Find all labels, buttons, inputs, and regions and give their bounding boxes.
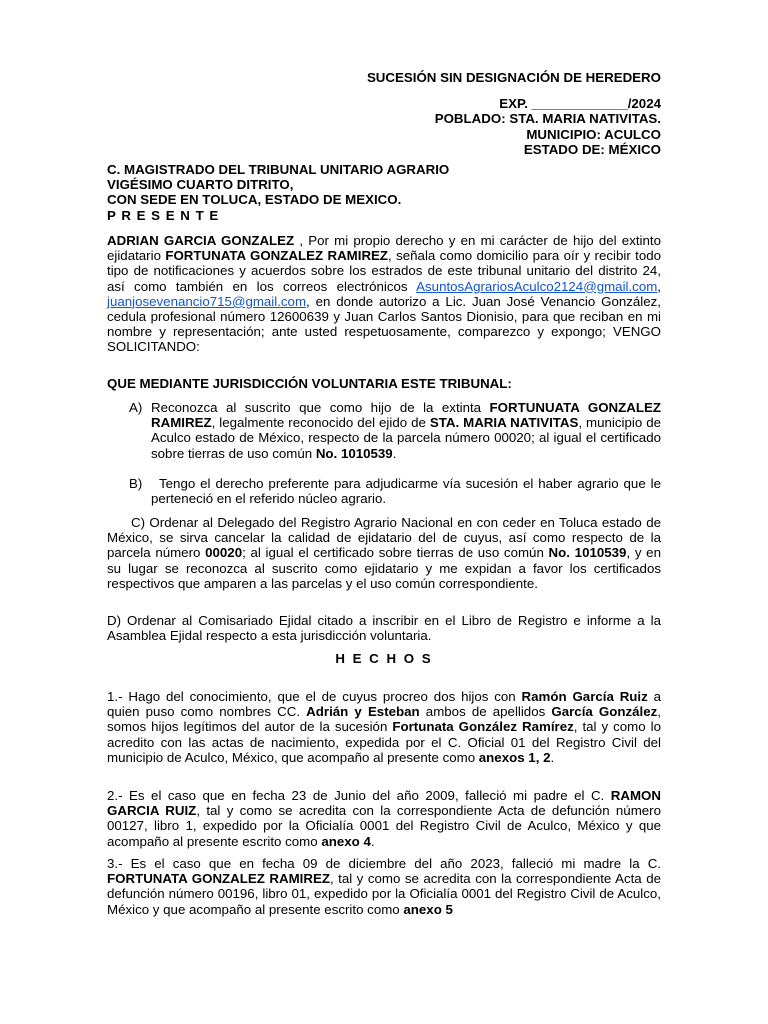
item-a-text-2: , legalmente reconocido del ejido de — [211, 415, 430, 431]
para-c-text-3: , y en su lugar se reconozca al suscrito como ejidatario y me expidan a favor los certificados respectivos que amparen a las parcelas y el uso común correspondiente. — [107, 545, 661, 591]
para-c-certificate: No. 1010539 — [548, 545, 627, 561]
list-marker-a: A) — [129, 400, 143, 415]
hecho2-annex: anexo 4 — [321, 833, 371, 849]
para-c-parcela: 00020 — [205, 545, 243, 561]
list-item-a-text — [151, 400, 661, 461]
addressee-line-2: VIGÉSIMO CUARTO DITRITO, — [107, 177, 294, 193]
item-a-certificate: No. 1010539 — [315, 445, 393, 461]
paragraph-d: D) Ordenar al Comisariado Ejidal citado a inscribir en el Libro de Registro e informe a la Asamblea Ejidal respecto a esta jurisdicción voluntaria. — [107, 613, 661, 644]
list-item-b-text: Tengo el derecho preferente para adjudicarme vía sucesión el haber agrario que le perteneció en el referido núcleo agrario. — [151, 476, 661, 507]
document-title: SUCESIÓN SIN DESIGNACIÓN DE HEREDERO — [366, 70, 661, 85]
hecho2-text-2: , tal y como se acredita con la correspondiente Acta de defunción número 00127, libro 1, expedido por la Oficialía 0001 del Registro Civil de Aculco, México y que acompaño al presente escrito como — [107, 803, 661, 849]
paragraph-c — [107, 515, 661, 591]
para-c-text-1: C) Ordenar al Delegado del Registro Agrario Nacional en con ceder en Toluca estado de México, se sirva cancelar la calidad de ejidatario del de cuyus, así como respecto de la parcela número — [107, 515, 661, 561]
hecho1-text-5: , tal y como lo acredito con las actas de nacimiento, expedida por el C. Oficial 01 del Registro Civil del municipio de Aculco, México, que acompaño al presente como — [107, 719, 661, 765]
hecho1-text-4: , somos hijos legítimos del autor de la sucesión — [107, 704, 661, 735]
hechos-heading: H E C H O S — [335, 651, 433, 666]
poblado-line: POBLADO: STA. MARIA NATIVITAS. — [434, 111, 661, 127]
intro-text-1: , Por mi propio derecho y en mi carácter de hijo del extinto ejidatario — [107, 233, 661, 264]
intro-text-2: , señala como domicilio para oír y recibir todo tipo de notificaciones y acuerdos sobre los estrados de este tribunal unitario del distrito 24, así como también en los correos electrónicos — [107, 248, 662, 294]
estado-line: ESTADO DE: MÉXICO — [523, 141, 661, 157]
item-a-text-1: Reconozca al suscrito que como hijo de la extinta — [151, 400, 490, 415]
item-a-ejido: STA. MARIA NATIVITAS — [429, 415, 579, 431]
hecho1-children-names: Adrián y Esteban — [306, 704, 420, 720]
petitioner-name: ADRIAN GARCIA GONZALEZ — [107, 233, 295, 248]
email-link-2[interactable]: juanjosevenancio715@gmail.com — [107, 293, 307, 309]
intro-text-3: , en donde autorizo a Lic. Juan José Venancio González, cedula profesional número 12600639 y Juan Carlos Santos Dionisio, para que reciban en mi nombre y representación; ante usted respetuosamente, comparezco y expongo; VENGO SOLICITANDO: — [107, 293, 661, 355]
hecho1-text-3: ambos de apellidos — [419, 704, 552, 720]
email-link-1[interactable]: AsuntosAgrariosAculco2124@gmail.com — [416, 278, 658, 294]
deceased-name: FORTUNATA GONZALEZ RAMIREZ — [165, 248, 389, 264]
hecho1-annexes: anexos 1, 2 — [478, 749, 551, 765]
list-item-b — [129, 476, 661, 506]
hecho2-father-name: RAMON GARCIA RUIZ — [107, 788, 661, 819]
para-c-text-2: ; al igual el certificado sobre tierras de uso común — [242, 545, 549, 561]
hecho1-text-1: 1.- Hago del conocimiento, que el de cuyus procreo dos hijos con — [107, 689, 522, 704]
item-a-text-4: . — [392, 445, 397, 461]
hecho1-surnames: García González — [551, 704, 658, 720]
hecho-3-paragraph — [107, 856, 661, 917]
hecho2-text-1: 2.- Es el caso que en fecha 23 de Junio del año 2009, falleció mi padre el C. — [107, 788, 611, 803]
addressee-line-3: CON SEDE EN TOLUCA, ESTADO DE MEXICO. — [107, 192, 402, 208]
item-a-name: FORTUNUATA GONZALEZ RAMIREZ — [151, 400, 661, 431]
intro-paragraph — [107, 233, 661, 355]
request-heading: QUE MEDIANTE JURISDICCIÓN VOLUNTARIA ESTE TRIBUNAL: — [107, 376, 512, 391]
addressee-block — [107, 162, 661, 223]
hecho3-text-2: , tal y como se acredita con la correspondiente Acta de defunción número 00196, libro 01, expedido por la Oficialía 0001 del Registro Civil de Aculco, México y que acompaño al presente escrito como — [107, 871, 661, 917]
hecho1-mother-name: Fortunata González Ramírez — [392, 719, 574, 735]
hecho1-text-6: . — [550, 749, 555, 765]
hecho2-text-3: . — [370, 833, 375, 849]
hecho-1-paragraph — [107, 689, 661, 765]
expediente-line: EXP. _____________/2024 — [499, 96, 661, 112]
municipio-line: MUNICIPIO: ACULCO — [526, 126, 661, 142]
addressee-line-1: C. MAGISTRADO DEL TRIBUNAL UNITARIO AGRARIO — [107, 162, 450, 177]
hecho1-father-name: Ramón García Ruiz — [521, 689, 648, 704]
hecho-2-paragraph — [107, 788, 661, 849]
hecho1-text-2: a quien puso como nombres CC. — [107, 689, 662, 720]
hecho3-mother-name: FORTUNATA GONZALEZ RAMIREZ — [107, 871, 330, 887]
list-marker-b: B) — [129, 476, 143, 491]
hecho3-annex: anexo 5 — [403, 901, 453, 917]
item-a-text-3: , municipio de Aculco estado de México, respecto de la parcela número 00020; al igual el certificado sobre tierras de uso común — [151, 415, 661, 461]
presente-line: P R E S E N T E — [107, 207, 220, 223]
document-header — [107, 70, 661, 157]
list-item-a — [129, 400, 661, 461]
hecho3-text-1: 3.- Es el caso que en fecha 09 de diciembre del año 2023, falleció mi madre la C. — [107, 856, 661, 871]
intro-separator: , — [657, 278, 661, 294]
